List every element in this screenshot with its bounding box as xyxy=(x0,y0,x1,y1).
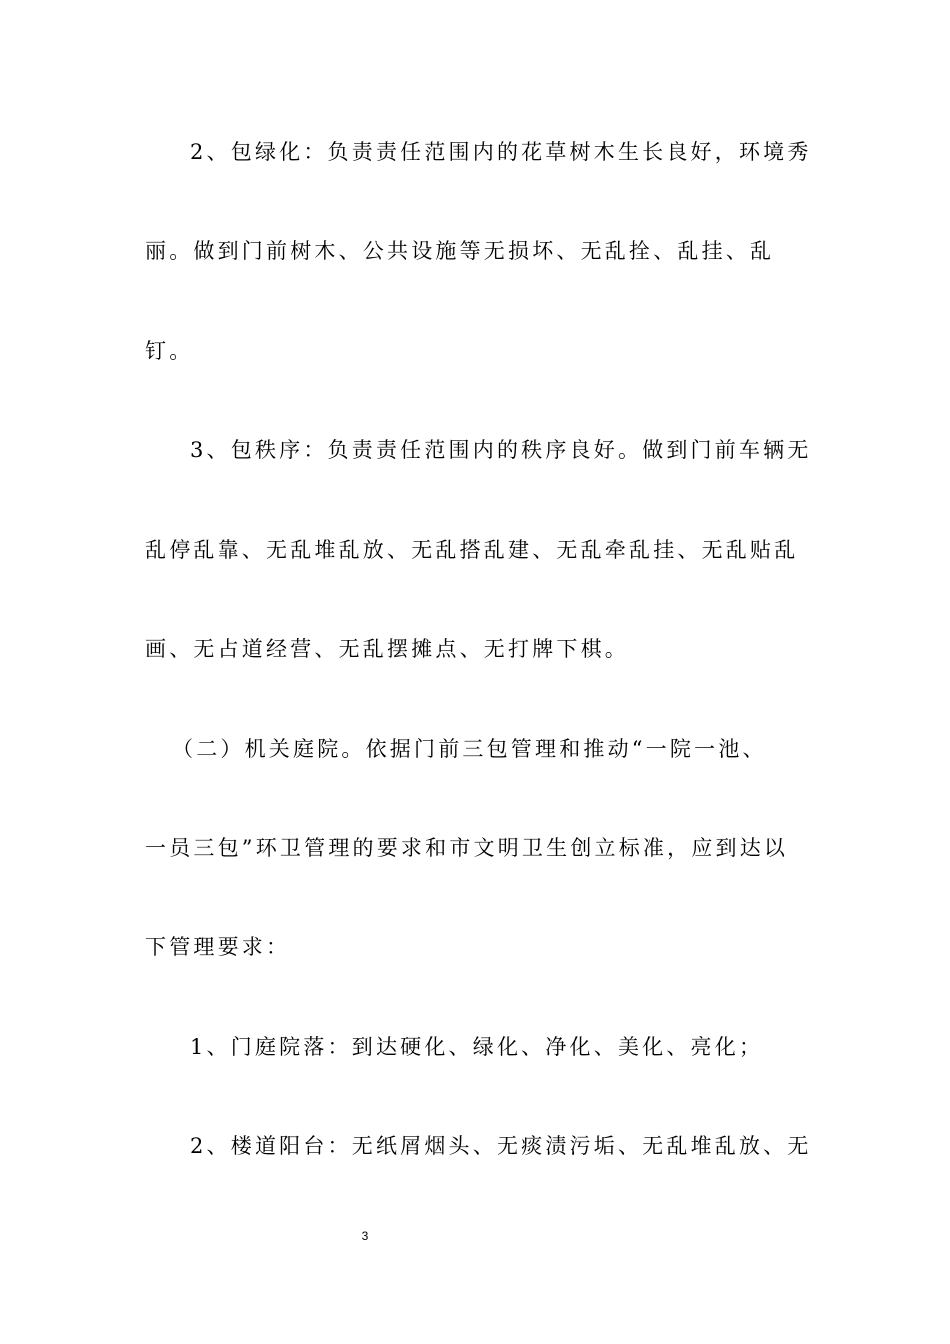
paragraph-order-line-1: 3、包秩序：负责责任范围内的秩序良好。做到门前车辆无 xyxy=(190,438,812,462)
paragraph-greening-line-2: 丽。做到门前树木、公共设施等无损坏、无乱拴、乱挂、乱 xyxy=(145,239,775,263)
paragraph-greening-line-1: 2、包绿化：负责责任范围内的花草树木生长良好，环境秀 xyxy=(190,140,812,164)
page-number: 3 xyxy=(361,1229,369,1243)
paragraph-order-line-3: 画、无占道经营、无乱摆摊点、无打牌下棋。 xyxy=(145,637,629,661)
paragraph-courtyard-line-1: （二）机关庭院。依据门前三包管理和推动“一院一池、 xyxy=(172,737,767,761)
paragraph-courtyard-line-2: 一员三包”环卫管理的要求和市文明卫生创立标准，应到达以 xyxy=(145,836,789,860)
paragraph-greening-line-3: 钉。 xyxy=(145,339,194,363)
paragraph-yard-requirement: 1、门庭院落：到达硬化、绿化、净化、美化、亮化； xyxy=(190,1035,764,1059)
paragraph-courtyard-line-3: 下管理要求： xyxy=(145,935,291,959)
paragraph-corridor-requirement: 2、楼道阳台：无纸屑烟头、无痰渍污垢、无乱堆乱放、无 xyxy=(190,1134,812,1158)
paragraph-order-line-2: 乱停乱靠、无乱堆乱放、无乱搭乱建、无乱牵乱挂、无乱贴乱 xyxy=(145,538,799,562)
